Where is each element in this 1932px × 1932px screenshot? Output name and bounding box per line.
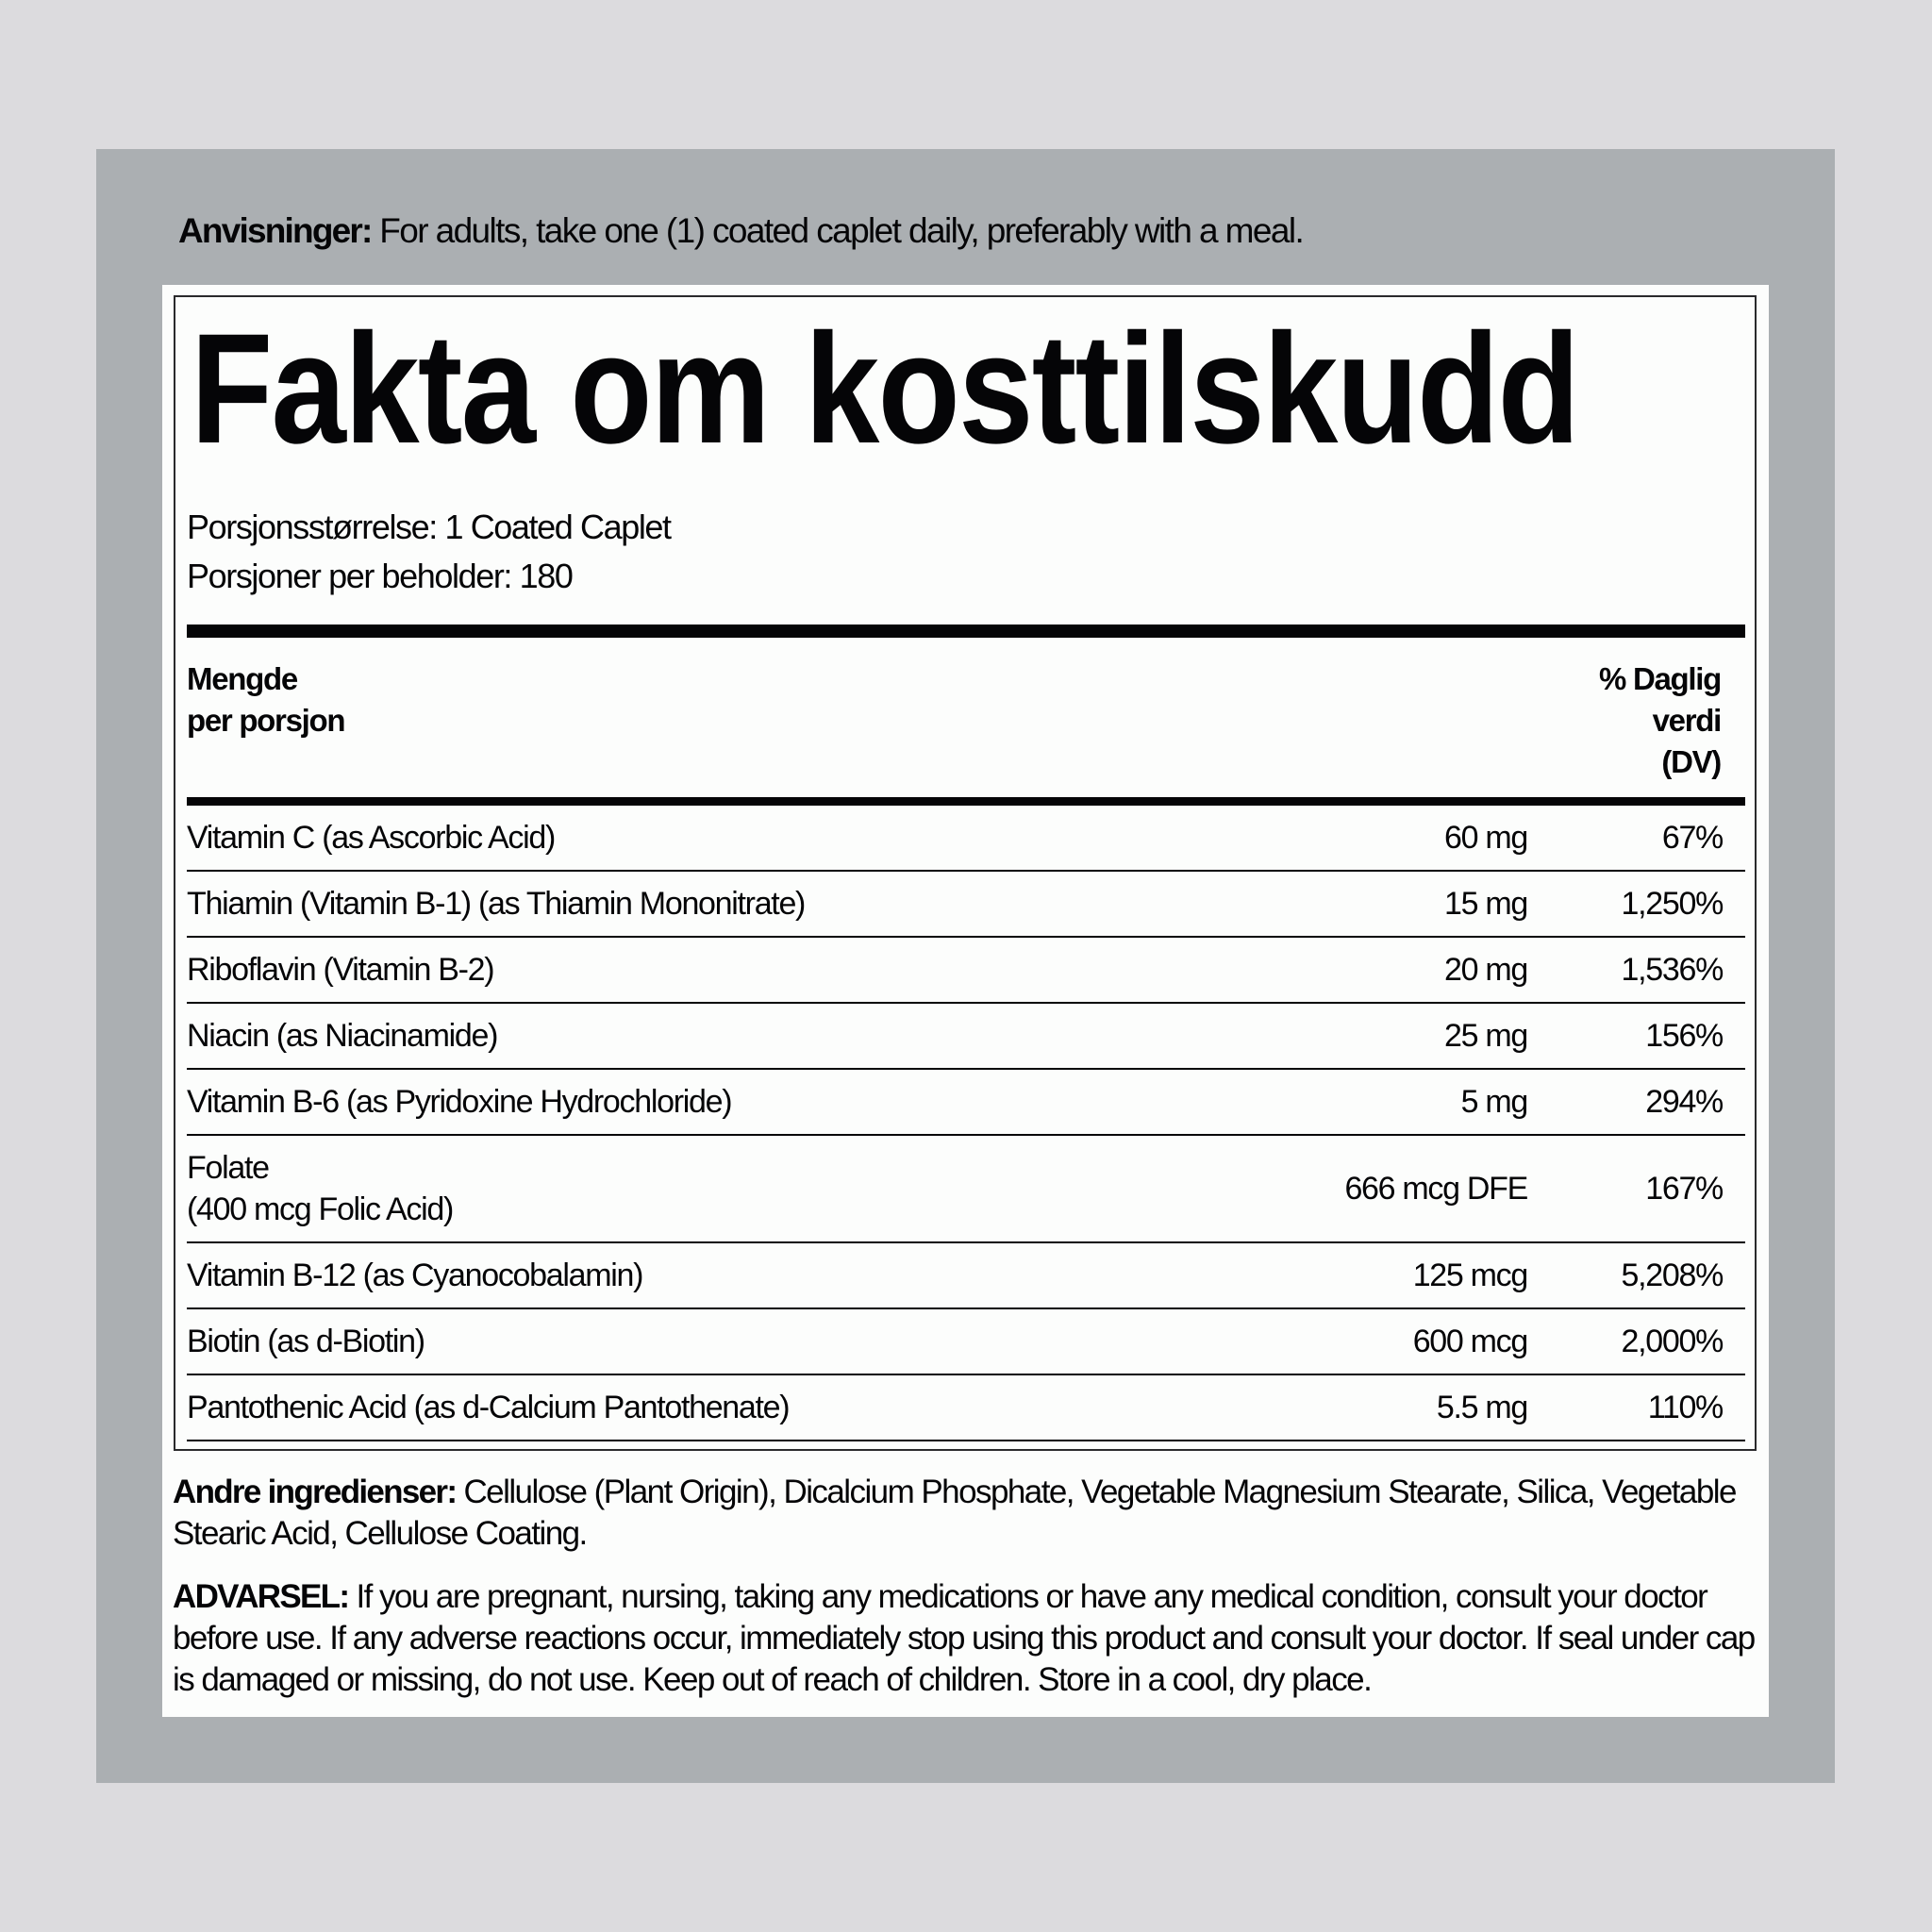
supplement-facts-box <box>174 295 1757 1451</box>
nutrient-table <box>187 806 1745 1441</box>
nutrient-name-line1: Folate <box>187 1150 269 1186</box>
thick-divider-mid <box>187 797 1745 806</box>
warning-label: ADVARSEL: <box>173 1578 349 1615</box>
table-row <box>187 1070 1745 1136</box>
nutrient-name: Niacin (as Niacinamide) <box>187 1018 498 1054</box>
nutrient-name: Pantothenic Acid (as d-Calcium Pantothenate) <box>187 1390 790 1425</box>
table-row <box>187 1309 1745 1375</box>
nutrient-amount: 15 mg <box>1444 886 1527 922</box>
nutrient-dv: 1,536% <box>1621 952 1723 988</box>
nutrient-name-line2: (400 mcg Folic Acid) <box>187 1191 453 1227</box>
serving-size: Porsjonsstørrelse: 1 Coated Caplet <box>187 508 671 546</box>
nutrient-name: Thiamin (Vitamin B-1) (as Thiamin Mononitrate) <box>187 886 806 922</box>
table-row <box>187 1136 1745 1243</box>
table-row <box>187 806 1745 872</box>
nutrient-name: Vitamin C (as Ascorbic Acid) <box>187 820 556 856</box>
warning <box>173 1576 1757 1701</box>
nutrient-name: Vitamin B-12 (as Cyanocobalamin) <box>187 1257 643 1293</box>
directions-text: For adults, take one (1) coated caplet daily, preferably with a meal. <box>371 211 1304 250</box>
nutrient-dv: 294% <box>1645 1084 1723 1120</box>
nutrient-dv: 5,208% <box>1621 1257 1723 1293</box>
nutrient-name: Riboflavin (Vitamin B-2) <box>187 952 494 988</box>
nutrient-amount: 25 mg <box>1444 1018 1527 1054</box>
nutrient-name: Biotin (as d-Biotin) <box>187 1324 425 1359</box>
nutrient-dv: 2,000% <box>1621 1324 1723 1359</box>
directions-label: Anvisninger: <box>178 211 372 250</box>
amount-header-line2: per porsjon <box>187 703 345 738</box>
table-row <box>187 1243 1745 1309</box>
directions <box>178 209 1303 253</box>
nutrient-name: Vitamin B-6 (as Pyridoxine Hydrochloride) <box>187 1084 732 1120</box>
nutrient-dv: 167% <box>1645 1171 1723 1207</box>
other-ingredients-label: Andre ingredienser: <box>173 1474 457 1510</box>
table-row <box>187 1375 1745 1441</box>
thick-divider-top <box>187 625 1745 638</box>
warning-text: If you are pregnant, nursing, taking any medications or have any medical condition, consult your doctor before use. If any adverse reactions occur, immediately stop using this product and consult your doctor. If seal under cap is damaged or missing, do not use. Keep out of reach of children. Store in a cool, dry place. <box>173 1578 1755 1698</box>
amount-per-serving-header <box>187 658 344 741</box>
nutrient-amount: 20 mg <box>1444 952 1527 988</box>
nutrient-amount: 666 mcg DFE <box>1344 1171 1527 1207</box>
dv-header-line3: (DV) <box>1661 744 1721 779</box>
other-ingredients <box>173 1472 1757 1555</box>
nutrient-dv: 67% <box>1661 820 1723 856</box>
table-row <box>187 872 1745 938</box>
servings-per-container: Porsjoner per beholder: 180 <box>187 557 573 595</box>
nutrient-amount: 600 mcg <box>1412 1324 1527 1359</box>
nutrient-amount: 5.5 mg <box>1436 1390 1527 1425</box>
table-row <box>187 1004 1745 1070</box>
nutrient-dv: 110% <box>1647 1390 1723 1425</box>
nutrient-amount: 60 mg <box>1444 820 1527 856</box>
nutrient-name <box>187 1147 453 1230</box>
table-row <box>187 938 1745 1004</box>
dv-header-line1: % Daglig <box>1599 661 1721 696</box>
nutrient-amount: 5 mg <box>1460 1084 1527 1120</box>
daily-value-header <box>1599 658 1721 783</box>
nutrient-dv: 1,250% <box>1621 886 1723 922</box>
dv-header-line2: verdi <box>1652 703 1721 738</box>
nutrient-amount: 125 mcg <box>1412 1257 1527 1293</box>
amount-header-line1: Mengde <box>187 661 297 696</box>
nutrient-dv: 156% <box>1645 1018 1723 1054</box>
facts-title: Fakta om kosttilskudd <box>191 302 1579 476</box>
other-ingredients-text: Cellulose (Plant Origin), Dicalcium Phosphate, Vegetable Magnesium Stearate, Silica, Vegetable Stearic Acid, Cellulose Coating. <box>173 1474 1736 1552</box>
